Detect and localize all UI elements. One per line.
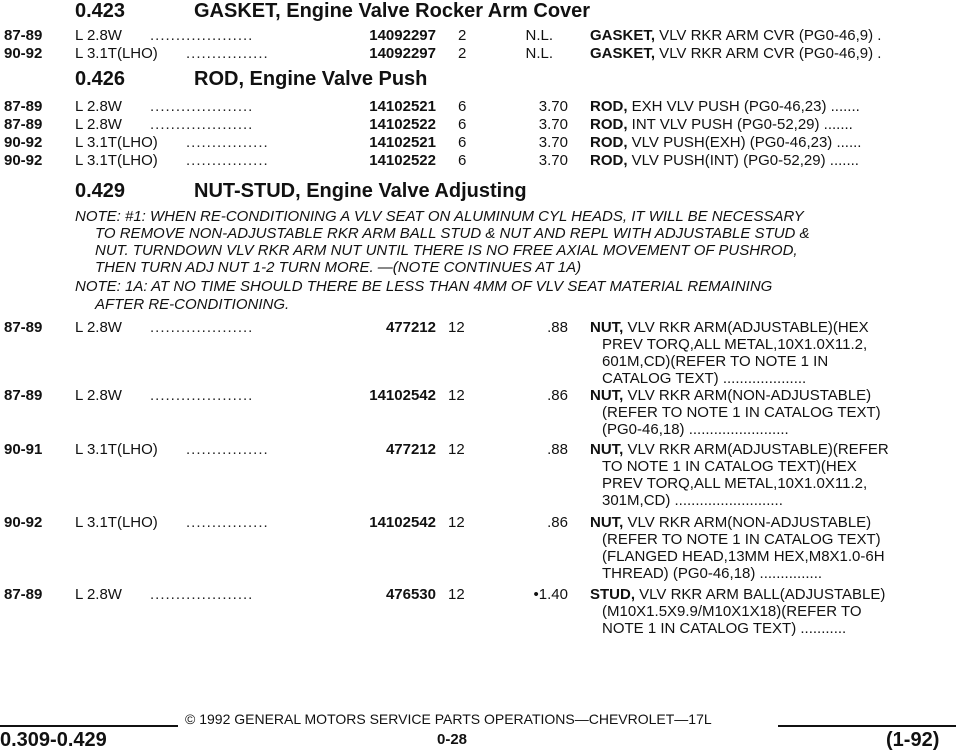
row-years: 87-89: [4, 98, 43, 115]
row-description-line: [602, 475, 867, 492]
row-part-number: 14102522: [369, 152, 436, 169]
row-leader-dots: ....................: [150, 27, 254, 44]
section-number: 0.426: [75, 68, 126, 90]
row-leader-dots: ....................: [150, 98, 254, 115]
row-price: 3.70: [538, 98, 568, 115]
row-description: [590, 116, 853, 133]
row-part-number: 477212: [385, 441, 436, 458]
row-quantity: 6: [458, 98, 467, 115]
row-description-line: [602, 620, 846, 637]
row-price: .88: [547, 319, 568, 336]
row-quantity: 12: [448, 514, 465, 531]
row-leader-dots: ................: [186, 441, 269, 458]
row-price: •1.40: [533, 586, 568, 603]
row-description-text: (PG0-46,18) ........................: [602, 421, 789, 438]
row-description-line: [602, 458, 857, 475]
row-engine: L 2.8W: [75, 319, 122, 336]
note-line: NOTE: 1A: AT NO TIME SHOULD THERE BE LESS THAN 4MM OF VLV SEAT MATERIAL REMAINING: [75, 278, 773, 295]
row-quantity: 12: [448, 586, 465, 603]
row-description-line: [602, 548, 885, 565]
row-item-name: GASKET,: [590, 45, 656, 62]
footer-range: 0.309-0.429: [0, 729, 107, 751]
row-description-line: [602, 531, 881, 548]
row-description-line: [602, 492, 783, 509]
row-leader-dots: ................: [186, 45, 269, 62]
row-part-number: 476530: [385, 586, 436, 603]
row-description-line: [602, 404, 881, 421]
footer-rule-right: [778, 725, 956, 727]
row-engine: L 2.8W: [75, 98, 122, 115]
row-price: .86: [547, 387, 568, 404]
row-description-text: 601M,CD)(REFER TO NOTE 1 IN: [602, 353, 829, 370]
footer-rule-left: [0, 725, 178, 727]
row-item-name: NUT,: [590, 319, 624, 336]
row-description-line: [602, 565, 822, 582]
row-years: 90-92: [4, 134, 43, 151]
row-description-text: (REFER TO NOTE 1 IN CATALOG TEXT): [602, 404, 881, 421]
row-quantity: 6: [458, 134, 467, 151]
row-description-text: VLV PUSH(EXH) (PG0-46,23) ......: [627, 134, 862, 151]
row-quantity: 12: [448, 441, 465, 458]
row-engine: L 2.8W: [75, 116, 122, 133]
row-description-line: [590, 514, 871, 531]
section-number: 0.429: [75, 180, 126, 202]
row-engine: L 3.1T(LHO): [75, 134, 158, 151]
section-title: GASKET, Engine Valve Rocker Arm Cover: [194, 0, 591, 22]
note-line: AFTER RE-CONDITIONING.: [95, 296, 290, 313]
row-years: 90-92: [4, 152, 43, 169]
row-description-text: VLV RKR ARM BALL(ADJUSTABLE): [635, 586, 886, 603]
row-quantity: 12: [448, 319, 465, 336]
row-description-text: PREV TORQ,ALL METAL,10X1.0X11.2,: [602, 336, 868, 353]
row-description: [590, 27, 881, 44]
row-item-name: ROD,: [590, 134, 628, 151]
row-item-name: ROD,: [590, 152, 628, 169]
row-years: 87-89: [4, 586, 43, 603]
row-description-line: [590, 441, 889, 458]
row-description-text: VLV RKR ARM(NON-ADJUSTABLE): [623, 514, 872, 531]
row-leader-dots: ....................: [150, 387, 254, 404]
row-item-name: GASKET,: [590, 27, 656, 44]
row-part-number: 14092297: [369, 45, 436, 62]
row-description-text: (M10X1.5X9.9/M10X1X18)(REFER TO: [602, 603, 862, 620]
row-description-line: [602, 370, 806, 387]
row-engine: L 3.1T(LHO): [75, 152, 158, 169]
row-description-line: [602, 421, 789, 438]
row-part-number: 477212: [385, 319, 436, 336]
row-description-text: 301M,CD) ..........................: [602, 492, 783, 509]
row-description-text: VLV RKR ARM(ADJUSTABLE)(HEX: [623, 319, 869, 336]
row-description-line: [590, 586, 885, 603]
row-price: N.L.: [525, 27, 553, 44]
row-item-name: NUT,: [590, 441, 624, 458]
row-years: 87-89: [4, 387, 43, 404]
row-quantity: 12: [448, 387, 465, 404]
row-item-name: ROD,: [590, 116, 628, 133]
row-description-text: PREV TORQ,ALL METAL,10X1.0X11.2,: [602, 475, 868, 492]
row-part-number: 14102521: [369, 98, 436, 115]
row-years: 90-92: [4, 514, 43, 531]
row-years: 87-89: [4, 116, 43, 133]
row-description-line: [602, 353, 828, 370]
row-years: 87-89: [4, 27, 43, 44]
row-description-line: [602, 603, 862, 620]
row-price: 3.70: [538, 152, 568, 169]
note-line: THEN TURN ADJ NUT 1-2 TURN MORE. —(NOTE CONTINUES AT 1A): [95, 259, 582, 276]
section-title: ROD, Engine Valve Push: [194, 68, 428, 90]
row-item-name: NUT,: [590, 387, 624, 404]
row-description-text: VLV RKR ARM(NON-ADJUSTABLE): [623, 387, 872, 404]
row-part-number: 14102542: [369, 387, 436, 404]
row-price: .88: [547, 441, 568, 458]
row-engine: L 2.8W: [75, 586, 122, 603]
note-line: NOTE: #1: WHEN RE-CONDITIONING A VLV SEAT ON ALUMINUM CYL HEADS, IT WILL BE NECESSARY: [75, 208, 804, 225]
footer-date: (1-92): [886, 729, 940, 751]
row-quantity: 6: [458, 116, 467, 133]
row-quantity: 2: [458, 45, 467, 62]
row-engine: L 2.8W: [75, 27, 122, 44]
row-description-text: NOTE 1 IN CATALOG TEXT) ...........: [602, 620, 847, 637]
row-item-name: STUD,: [590, 586, 635, 603]
row-quantity: 2: [458, 27, 467, 44]
row-description-text: VLV PUSH(INT) (PG0-52,29) .......: [627, 152, 859, 169]
row-description-text: EXH VLV PUSH (PG0-46,23) .......: [627, 98, 860, 115]
row-part-number: 14102521: [369, 134, 436, 151]
row-leader-dots: ................: [186, 134, 269, 151]
row-leader-dots: ....................: [150, 116, 254, 133]
row-description-text: VLV RKR ARM CVR (PG0-46,9) .: [655, 45, 882, 62]
footer-page-number: 0-28: [437, 731, 468, 748]
row-leader-dots: ....................: [150, 319, 254, 336]
row-years: 87-89: [4, 319, 43, 336]
row-engine: L 3.1T(LHO): [75, 514, 158, 531]
row-part-number: 14092297: [369, 27, 436, 44]
row-description: [590, 45, 881, 62]
note-line: TO REMOVE NON-ADJUSTABLE RKR ARM BALL STUD & NUT AND REPL WITH ADJUSTABLE STUD &: [95, 225, 810, 242]
row-description-text: VLV RKR ARM CVR (PG0-46,9) .: [655, 27, 882, 44]
row-quantity: 6: [458, 152, 467, 169]
row-leader-dots: ................: [186, 514, 269, 531]
row-description-text: TO NOTE 1 IN CATALOG TEXT)(HEX: [602, 458, 857, 475]
row-years: 90-91: [4, 441, 43, 458]
row-price: 3.70: [538, 116, 568, 133]
row-description-text: INT VLV PUSH (PG0-52,29) .......: [627, 116, 853, 133]
row-description-line: [590, 319, 869, 336]
row-engine: L 2.8W: [75, 387, 122, 404]
row-engine: L 3.1T(LHO): [75, 441, 158, 458]
row-description-line: [602, 336, 867, 353]
row-price: .86: [547, 514, 568, 531]
row-leader-dots: ................: [186, 152, 269, 169]
row-description-text: VLV RKR ARM(ADJUSTABLE)(REFER: [623, 441, 889, 458]
row-description: [590, 134, 861, 151]
row-description-text: (REFER TO NOTE 1 IN CATALOG TEXT): [602, 531, 881, 548]
section-number: 0.423: [75, 0, 126, 22]
row-description: [590, 98, 860, 115]
row-price: N.L.: [525, 45, 553, 62]
section-title: NUT-STUD, Engine Valve Adjusting: [194, 180, 527, 202]
row-price: 3.70: [538, 134, 568, 151]
row-leader-dots: ....................: [150, 586, 254, 603]
row-description-text: CATALOG TEXT) ....................: [602, 370, 807, 387]
row-item-name: ROD,: [590, 98, 628, 115]
row-item-name: NUT,: [590, 514, 624, 531]
row-part-number: 14102542: [369, 514, 436, 531]
row-years: 90-92: [4, 45, 43, 62]
row-description-text: THREAD) (PG0-46,18) ...............: [602, 565, 823, 582]
row-description-line: [590, 387, 871, 404]
note-line: NUT. TURNDOWN VLV RKR ARM NUT UNTIL THERE IS NO FREE AXIAL MOVEMENT OF PUSHROD,: [95, 242, 798, 259]
row-description-text: (FLANGED HEAD,13MM HEX,M8X1.0-6H: [602, 548, 885, 565]
footer-copyright: © 1992 GENERAL MOTORS SERVICE PARTS OPERATIONS—CHEVROLET—17L: [185, 711, 712, 727]
row-engine: L 3.1T(LHO): [75, 45, 158, 62]
row-description: [590, 152, 859, 169]
row-part-number: 14102522: [369, 116, 436, 133]
